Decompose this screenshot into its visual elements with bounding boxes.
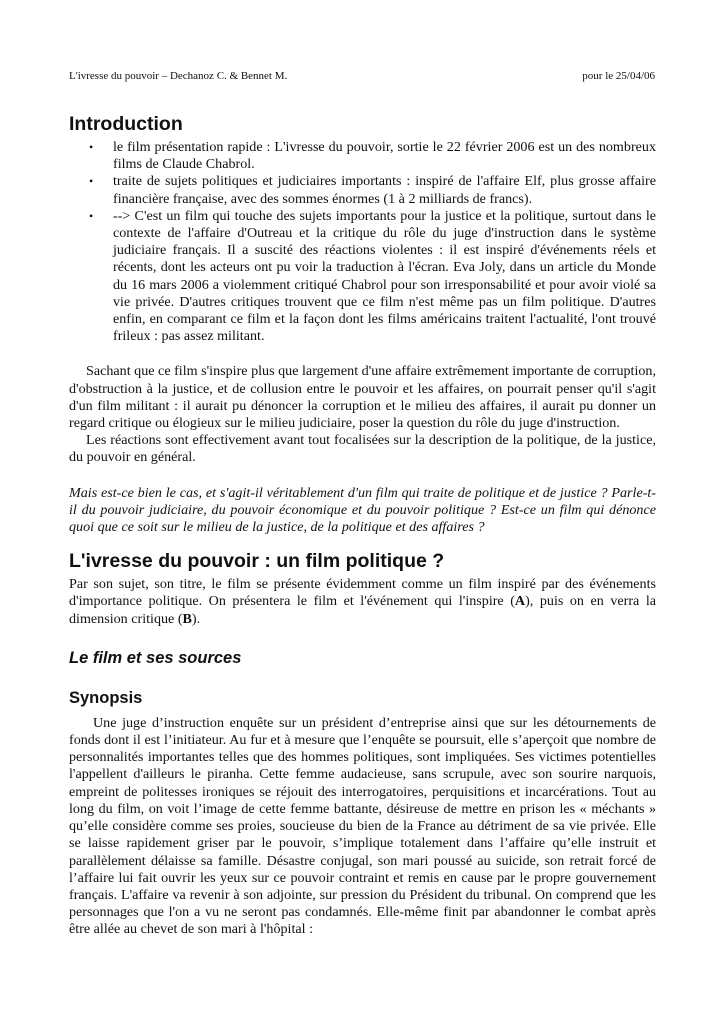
section-ref-b: B: [182, 610, 192, 627]
synopsis-paragraph: Une juge d’instruction enquête sur un président d’entreprise ainsi que sur les détournements de fonds dont il est l’initiateur. Au fur et à mesure que l’enquête se poursuit, elle s’aperçoit que nombre de personnalités importantes telles que des hommes politiques, sont impliquées. Ses victimes potentielles l'appellent d'ailleurs le piranha. Cette femme audacieuse, sans scrupule, avec son sourire narquois, empreint de politesses ironiques se réjouit des interrogatoires, perquisitions et incarcérations. Tout au long du film, on voit l’image de cette femme battante, désireuse de mettre en prison les « méchants » qu’elle considère comme ses proies, soucieuse du bien de la France au détriment de sa vie privée. Elle se laisse rapidement griser par le pouvoir, s’implique totalement dans l’affaire qu’elle instruit et parallèlement délaisse sa famille. Désastre conjugal, son mari poussé au suicide, son retrait forcé de l’affaire lui fait ouvrir les yeux sur ce pouvoir contraint et remis en cause par le propre gouvernement français. L'affaire va revenir à son adjointe, sur pression du Président du tribunal. On comprend que les personnages que l'on a vu ne seront pas condamnés. Elle-même finit par abandonner le combat après être allée au chevet de son mari à l'hôpital :: [69, 714, 656, 938]
introduction-paragraph: Les réactions sont effectivement avant tout focalisées sur la description de la politique, de la justice, du pouvoir en général.: [69, 432, 656, 466]
running-header: [69, 70, 655, 82]
introduction-bullet-list: [69, 139, 656, 345]
header-date: pour le 25/04/06: [582, 70, 655, 82]
synopsis-heading: Synopsis: [69, 688, 143, 707]
bullet-text: traite de sujets politiques et judiciaires importants : inspiré de l'affaire Elf, plus grosse affaire financière française, avec des sommes énormes (1 à 2 milliards de francs).: [113, 173, 656, 207]
intro-text: Par son sujet, son titre, le film se présente évidemment comme un film inspiré par des événements d'importance politique. On présentera le film et l'événement qui l'inspire (: [69, 576, 656, 610]
bullet-text: le film présentation rapide : L'ivresse du pouvoir, sortie le 22 février 2006 est un des nombreux films de Claude Chabrol.: [113, 139, 656, 173]
subsection-heading: Le film et ses sources: [69, 648, 242, 667]
bullet-item: [69, 139, 656, 173]
intro-text: ), puis on en verra la dimension critique (: [69, 593, 656, 627]
bullet-icon: •: [89, 140, 94, 154]
section-ref-a: A: [514, 593, 526, 610]
bullet-icon: •: [89, 174, 94, 189]
introduction-heading: Introduction: [69, 113, 183, 135]
header-title: L'ivresse du pouvoir – Dechanoz C. & Bennet M.: [69, 70, 288, 82]
bullet-item: [69, 173, 656, 207]
bullet-text: --> C'est un film qui touche des sujets importants pour la justice et la politique, surtout dans le contexte de l'affaire d'Outreau et la critique du rôle du juge d'instruction dans le système judiciaire français. Il a suscité des réactions violentes : il est inspiré d'événements réels et récents, dont les acteurs ont pu voir la traduction à l'écran. Eva Joly, dans un article du Monde du 16 mars 2006 a violemment critiqué Chabrol pour son irresponsabilité et pour avoir violé sa vie privée. D'autres critiques trouvent que ce film n'est même pas un film politique. D'autres enfin, en comparant ce film et la façon dont les films américains traitent l'actualité, l'ont trouvé frileux : pas assez militant.: [113, 207, 656, 345]
bullet-item: [69, 208, 656, 346]
bullet-icon: •: [89, 208, 94, 223]
part-one-intro: [69, 576, 656, 628]
problem-statement: Mais est-ce bien le cas, et s'agit-il véritablement d'un film qui traite de politique et de justice ? Parle-t-il du pouvoir judiciaire, du pouvoir économique et du pouvoir politique ? Est-ce un film qui dénonce quoi que ce soit sur le milieu de la justice, de la politique et des affaires ?: [69, 484, 656, 536]
introduction-paragraph: Sachant que ce film s'inspire plus que largement d'une affaire extrêmement importante de corruption, d'obstruction à la justice, et de collusion entre le pouvoir et les affaires, on pourrait penser qu'il s'agit d'un film militant : il aurait pu dénoncer la corruption et le milieu des affaires, il aurait pu donner un regard critique ou élogieux sur le milieu judiciaire, poser la question du rôle du juge d'instruction.: [69, 363, 656, 432]
part-one-heading: L'ivresse du pouvoir : un film politique ?: [69, 550, 445, 573]
intro-text: ).: [191, 610, 201, 627]
document-body: [69, 112, 656, 939]
